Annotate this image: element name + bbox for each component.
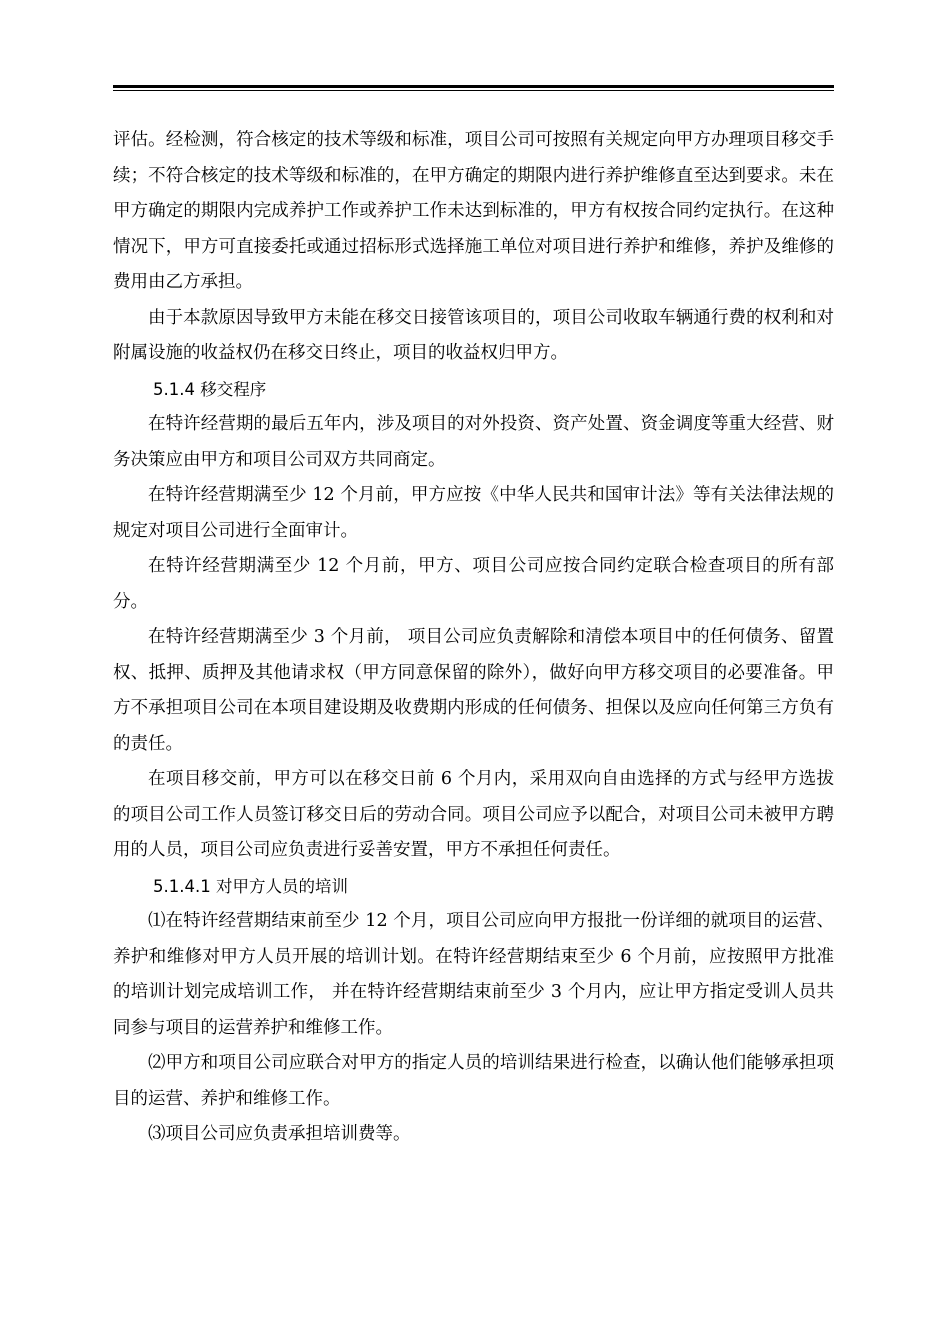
paragraph-joint-inspection: 在特许经营期满至少 12 个月前，甲方、项目公司应按合同约定联合检查项目的所有部分。 bbox=[113, 556, 834, 612]
paragraph-training-plan: ⑴在特许经营期结束前至少 12 个月，项目公司应向甲方报批一份详细的就项目的运营、养护和维修对甲方人员开展的培训计划。在特许经营期结束至少 6 个月前，应按照甲方批准的培训计划完成培训工作， 并在特许经营期结束前至少 3 个月内，应让甲方指定受训人员共同参与项目的运营养护和维修工作。 bbox=[113, 911, 834, 1038]
header-double-rule bbox=[113, 85, 834, 93]
paragraph-audit: 在特许经营期满至少 12 个月前，甲方应按《中华人民共和国审计法》等有关法律法规的规定对项目公司进行全面审计。 bbox=[113, 485, 834, 541]
section-heading-transfer-procedure: 5.1.4 移交程序 bbox=[153, 379, 267, 399]
paragraph-takeover-failure: 由于本款原因导致甲方未能在移交日接管该项目的，项目公司收取车辆通行费的权利和对附属设施的收益权仍在移交日终止，项目的收益权归甲方。 bbox=[113, 307, 834, 363]
paragraph-final-five-years: 在特许经营期的最后五年内，涉及项目的对外投资、资产处置、资金调度等重大经营、财务决策应由甲方和项目公司双方共同商定。 bbox=[113, 414, 834, 470]
document-body bbox=[113, 123, 834, 1153]
paragraph-debt-clearance: 在特许经营期满至少 3 个月前， 项目公司应负责解除和清偿本项目中的任何债务、留置权、抵押、质押及其他请求权（甲方同意保留的除外），做好向甲方移交项目的必要准备。甲方不承担项目公司在本项目建设期及收费期内形成的任何债务、担保以及应向任何第三方负有的责任。 bbox=[113, 627, 834, 754]
header-rule-thin bbox=[113, 90, 834, 91]
paragraph-training-check: ⑵甲方和项目公司应联合对甲方的指定人员的培训结果进行检查，以确认他们能够承担项目的运营、养护和维修工作。 bbox=[113, 1053, 834, 1109]
paragraph-continued: 评估。经检测，符合核定的技术等级和标准，项目公司可按照有关规定向甲方办理项目移交手续；不符合核定的技术等级和标准的，在甲方确定的期限内进行养护维修直至达到要求。未在甲方确定的期限内完成养护工作或养护工作未达到标准的，甲方有权按合同约定执行。在这种情况下，甲方可直接委托或通过招标形式选择施工单位对项目进行养护和维修，养护及维修的费用由乙方承担。 bbox=[113, 130, 834, 292]
header-rule-thick bbox=[113, 85, 834, 88]
paragraph-labor-contracts: 在项目移交前，甲方可以在移交日前 6 个月内，采用双向自由选择的方式与经甲方选拔的项目公司工作人员签订移交日后的劳动合同。项目公司应予以配合，对项目公司未被甲方聘用的人员，项目公司应负责进行妥善安置，甲方不承担任何责任。 bbox=[113, 769, 834, 860]
paragraph-training-fees: ⑶项目公司应负责承担培训费等。 bbox=[148, 1124, 411, 1144]
section-heading-staff-training: 5.1.4.1 对甲方人员的培训 bbox=[153, 876, 348, 896]
